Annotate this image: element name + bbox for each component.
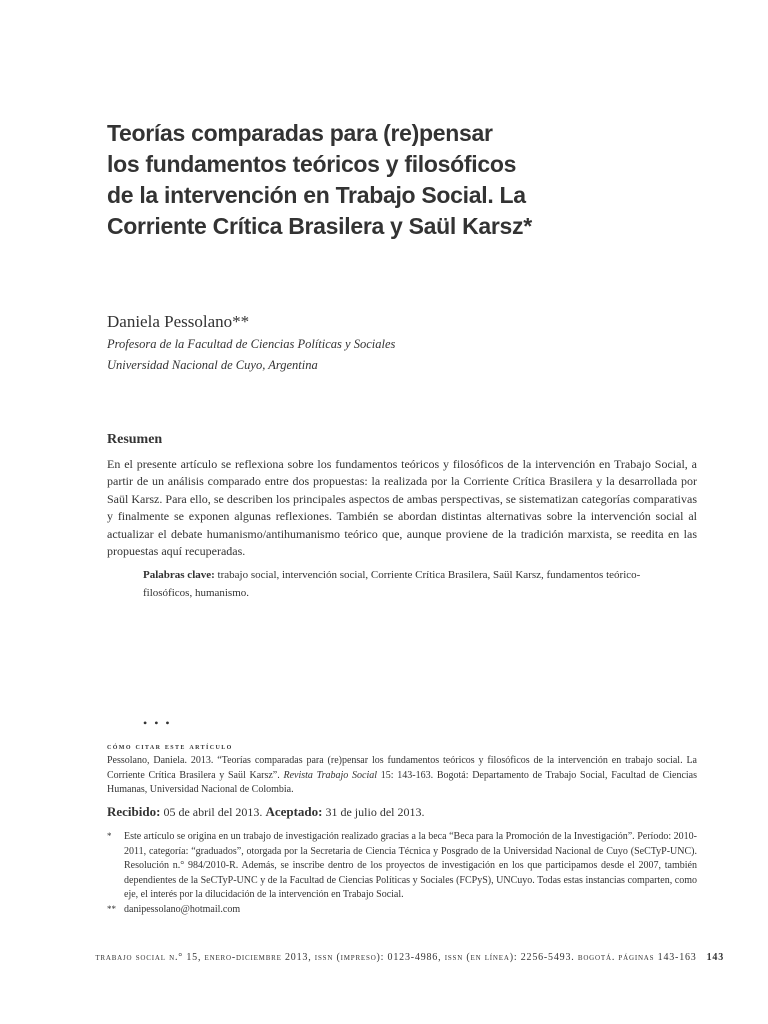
footnote-marker: ** — [107, 904, 116, 914]
accepted-date: 31 de julio del 2013. — [322, 805, 425, 819]
footnote — [107, 830, 697, 903]
abstract-text: En el presente artículo se reflexiona sobre los fundamentos teóricos y filosóficos de la intervención en Trabajo Social, a partir de un análisis comparado entre dos propuestas: la realizada por la Corriente Crítica Brasilera y la desarrollada por Saül Karsz. Para ello, se describen los principales aspectos de ambas perspectivas, se sistematizan categorías comparativas y finalmente se exponen algunas reflexiones. También se abordan distintas alternativas sobre la intervención social al actualizar el debate humanismo/antihumanismo teórico que, aunque proviene de la tradición marxista, se reedita en las propuestas aquí recuperadas. — [107, 457, 697, 559]
page-footer — [95, 952, 724, 963]
page-number: 143 — [706, 952, 724, 963]
citation-text — [107, 754, 697, 798]
article-title — [107, 118, 627, 242]
citation-heading: cómo citar este artículo — [107, 741, 233, 751]
footnote — [107, 903, 697, 918]
author-email[interactable]: danipessolano@hotmail.com — [124, 904, 241, 915]
section-ornament: • • • — [143, 716, 172, 730]
title-line: Teorías comparadas para (re)pensar — [107, 120, 493, 146]
title-line: los fundamentos teóricos y filosóficos — [107, 151, 517, 177]
footnote-marker: * — [107, 831, 112, 841]
keywords — [143, 567, 688, 602]
submission-dates — [107, 804, 424, 820]
citation-journal: Revista Trabajo Social — [283, 769, 378, 781]
author-institution: Universidad Nacional de Cuyo, Argentina — [107, 358, 318, 372]
keywords-text: trabajo social, intervención social, Corriente Crítica Brasilera, Saül Karsz, fundamentos teórico-filosóficos, humanismo. — [143, 569, 641, 599]
title-line: Corriente Crítica Brasilera y Saül Karsz* — [107, 213, 532, 239]
received-label: Recibido: — [107, 804, 161, 819]
abstract-heading: Resumen — [107, 432, 163, 447]
received-date: 05 de abril del 2013. — [160, 805, 266, 819]
accepted-label: Aceptado: — [265, 804, 323, 819]
author-affiliation: Profesora de la Facultad de Ciencias Políticas y Sociales — [107, 337, 396, 351]
citation-details: 15: 143-163. Bogotá: Departamento de Trabajo Social, Facultad de Ciencias Humanas, Universidad Nacional de Colombia. — [107, 769, 698, 795]
title-line: de la intervención en Trabajo Social. La — [107, 182, 526, 208]
footer-journal-info: trabajo social n.° 15, enero-diciembre 2013, issn (impreso): 0123-4986, issn (en línea): 2256-5493. bogotá. páginas 143-163 — [95, 952, 697, 963]
author-name: Daniela Pessolano** — [107, 312, 250, 331]
footnote-text: Este artículo se origina en un trabajo de investigación realizado gracias a la beca “Beca para la Promoción de la Investigación”. Período: 2010-2011, categoría: “graduados”, otorgada por la Secretaria de Ciencia Técnica y Posgrado de la Universidad Nacional de Cuyo (SeCTyP-UNC). Resolución n.° 984/2010-R. Además, se inscribe dentro de los proyectos de investigación en los que participamos desde el 2007, también dependientes de la SeCTyP-UNC y de la Facultad de Ciencias Políticas y Sociales (FCPyS), UNCuyo. Todas estas instancias comparten, como eje, el interés por la dilucidación de la intervención en Trabajo Social. — [124, 831, 697, 900]
citation-authors-title: Pessolano, Daniela. 2013. “Teorías comparadas para (re)pensar los fundamentos teóricos y filosóficos de la intervención en trabajo social. La Corriente Crítica Brasilera y Saül Karsz”. — [107, 755, 697, 781]
keywords-label: Palabras clave: — [143, 569, 215, 581]
